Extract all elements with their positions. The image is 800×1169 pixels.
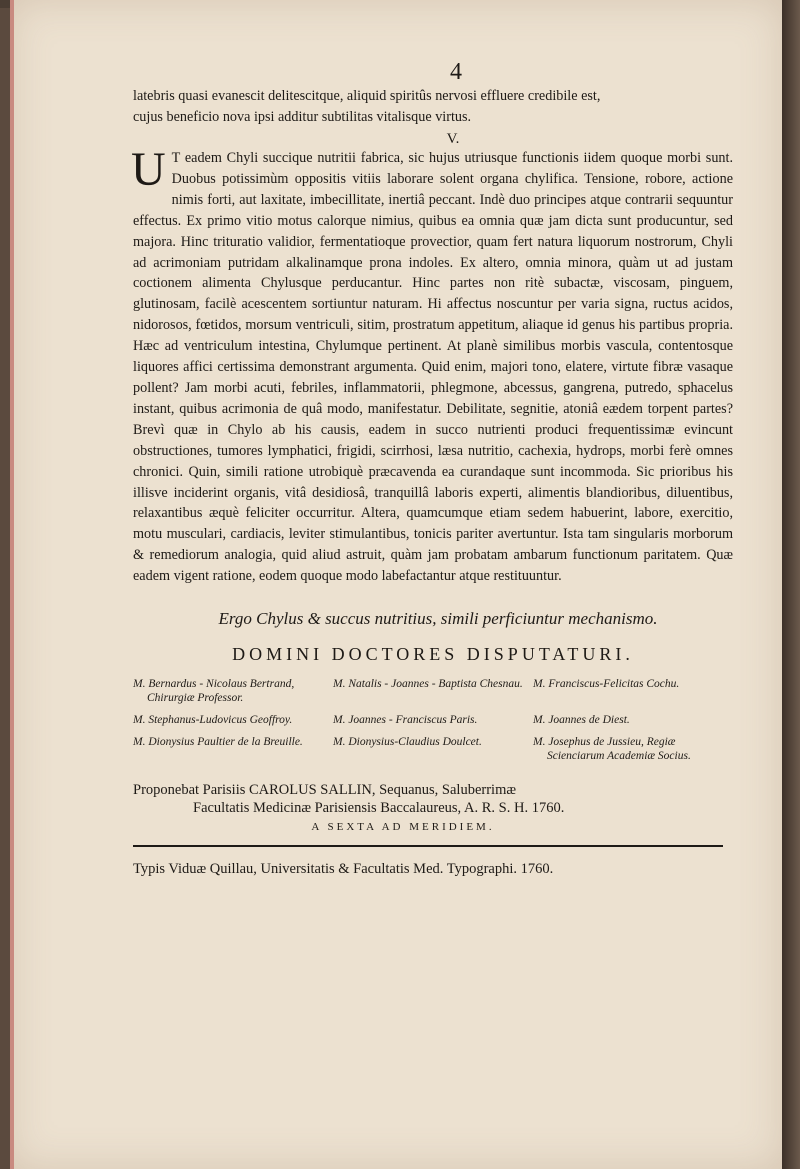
divider-rule [133, 845, 723, 847]
paragraph-text: T eadem Chyli succique nutritii fabrica, sic hujus utriusque functionis iidem quoque morbi sunt. Duobus potissimùm oppositis vitiis laborare solent organa chylifica. Tensione, robore, actione nimis forti, aut laxitate, imbecillitate, inertiâ peccant. Indè duo principes atque contrarii sequuntur effectus. Ex primo vitio motus calorque nimius, quibus ea omnia quæ jam dicta sunt producuntur, sed majora. Hinc trituratio validior, fermentatioque provectior, quam fert natura liquorum nostrorum, Chyli ad acrimoniam putridam alkalinamque prona indoles. Ex altero, omnia minora, quàm ut ad justam coctionem alimenta Chylusque perducantur. Hinc partes non ritè subactæ, viscosam, pinguem, glutinosam, facilè acescentem sortiuntur naturam. Hi affectus noscuntur per varia signa, ructus acidos, nidorosos, fœtidos, morsum ventriculi, sitim, prostratum appetitum, aliaque id genus his partibus propria. Hæc ad ventriculum intestina, Chylumque pertinent. At planè similibus morbis vascula, contentosque liquores affici certissima demonstrant argumenta. Quid enim, majori tono, elatere, virtute fibræ vasaque pollent? Jam morbi acuti, febriles, inflammatorii, phlegmone, abcessus, gangrena, putredo, sphacelus instant, quibus acrimonia de quâ modo, manifestatur. Debilitate, segnitie, atoniâ eædem torpent partes? Brevì quæ in Chylo ab his causis, eadem in succo nutrienti produci frequentissimæ evincunt obstructiones, tumores lymphatici, frigidi, scirrhosi, læsa nutritio, cachexia, hydrops, morbi ferè omnes chronici. Quin, simili ratione utrobiquè præcavenda ea curandaque sunt incommoda. Sic prioribus his illisve inciderint organis, vitâ desidiosâ, tranquillâ laboris experti, alimentis blandioribus, diluentibus, relaxantibus æquè feliciter occurritur. Altera, quamcumque etiam sedem habuerint, labore, exercitio, motu musculari, cardiacis, leviter stimulantibus, tonicis pariter avertuntur. Ista tam singularis morborum & remediorum analogia, quid aliud astruit, quàm jam probatam ambarum functionum paritatem. Quæ eadem vigent ratione, eodem quoque modo labefactantur atque restituuntur. [133, 150, 733, 585]
proposition-line-1: Proponebat Parisiis CAROLUS SALLIN, Sequanus, Saluberrimæ [133, 782, 517, 799]
doctor-entry: M. Stephanus-Ludovicus Geoffroy. [133, 714, 293, 727]
doctor-entry: M. Franciscus-Felicitas Cochu. [533, 678, 680, 691]
doctors-heading: DOMINI DOCTORES DISPUTATURI. [232, 644, 634, 665]
doctor-entry: M. Bernardus - Nicolaus Bertrand, Chirurgiæ Professor. [133, 678, 295, 705]
proposition-line-2: Facultatis Medicinæ Parisiensis Baccalaureus, A. R. S. H. 1760. [193, 800, 565, 817]
doctor-entry: M. Joannes - Franciscus Paris. [333, 714, 478, 727]
printer-imprint: Typis Viduæ Quillau, Universitatis & Facultatis Med. Typographi. 1760. [133, 861, 554, 878]
drop-cap: U [131, 143, 166, 196]
book-spine-edge [782, 0, 800, 1169]
doctor-entry: M. Dionysius-Claudius Doulcet. [333, 736, 482, 749]
doctor-entry: M. Natalis - Joannes - Baptista Chesnau. [333, 678, 523, 691]
thesis-conclusion: Ergo Chylus & succus nutritius, simili perficiuntur mechanismo. [218, 609, 658, 629]
page-edge [10, 0, 14, 1169]
section-number: V. [446, 131, 460, 147]
doctor-entry: M. Joannes de Diest. [533, 714, 630, 727]
continuation-line-1: latebris quasi evanescit delitescitque, aliquid spiritûs nervosi effluere credibile est, [133, 88, 601, 104]
doctor-entry: M. Josephus de Jussieu, Regiæ Scienciarum Academiæ Socius. [533, 736, 691, 763]
page-content [133, 60, 733, 879]
body-paragraph [131, 143, 733, 587]
page-number: 4 [450, 59, 462, 85]
continuation-line-2: cujus beneficio nova ipsi additur subtilitas vitalisque virtus. [133, 109, 472, 125]
doctors-list [133, 677, 733, 763]
disputation-time: A SEXTA AD MERIDIEM. [311, 821, 495, 834]
proposition-block [133, 781, 733, 817]
doctor-entry: M. Dionysius Paultier de la Breuille. [133, 736, 303, 749]
